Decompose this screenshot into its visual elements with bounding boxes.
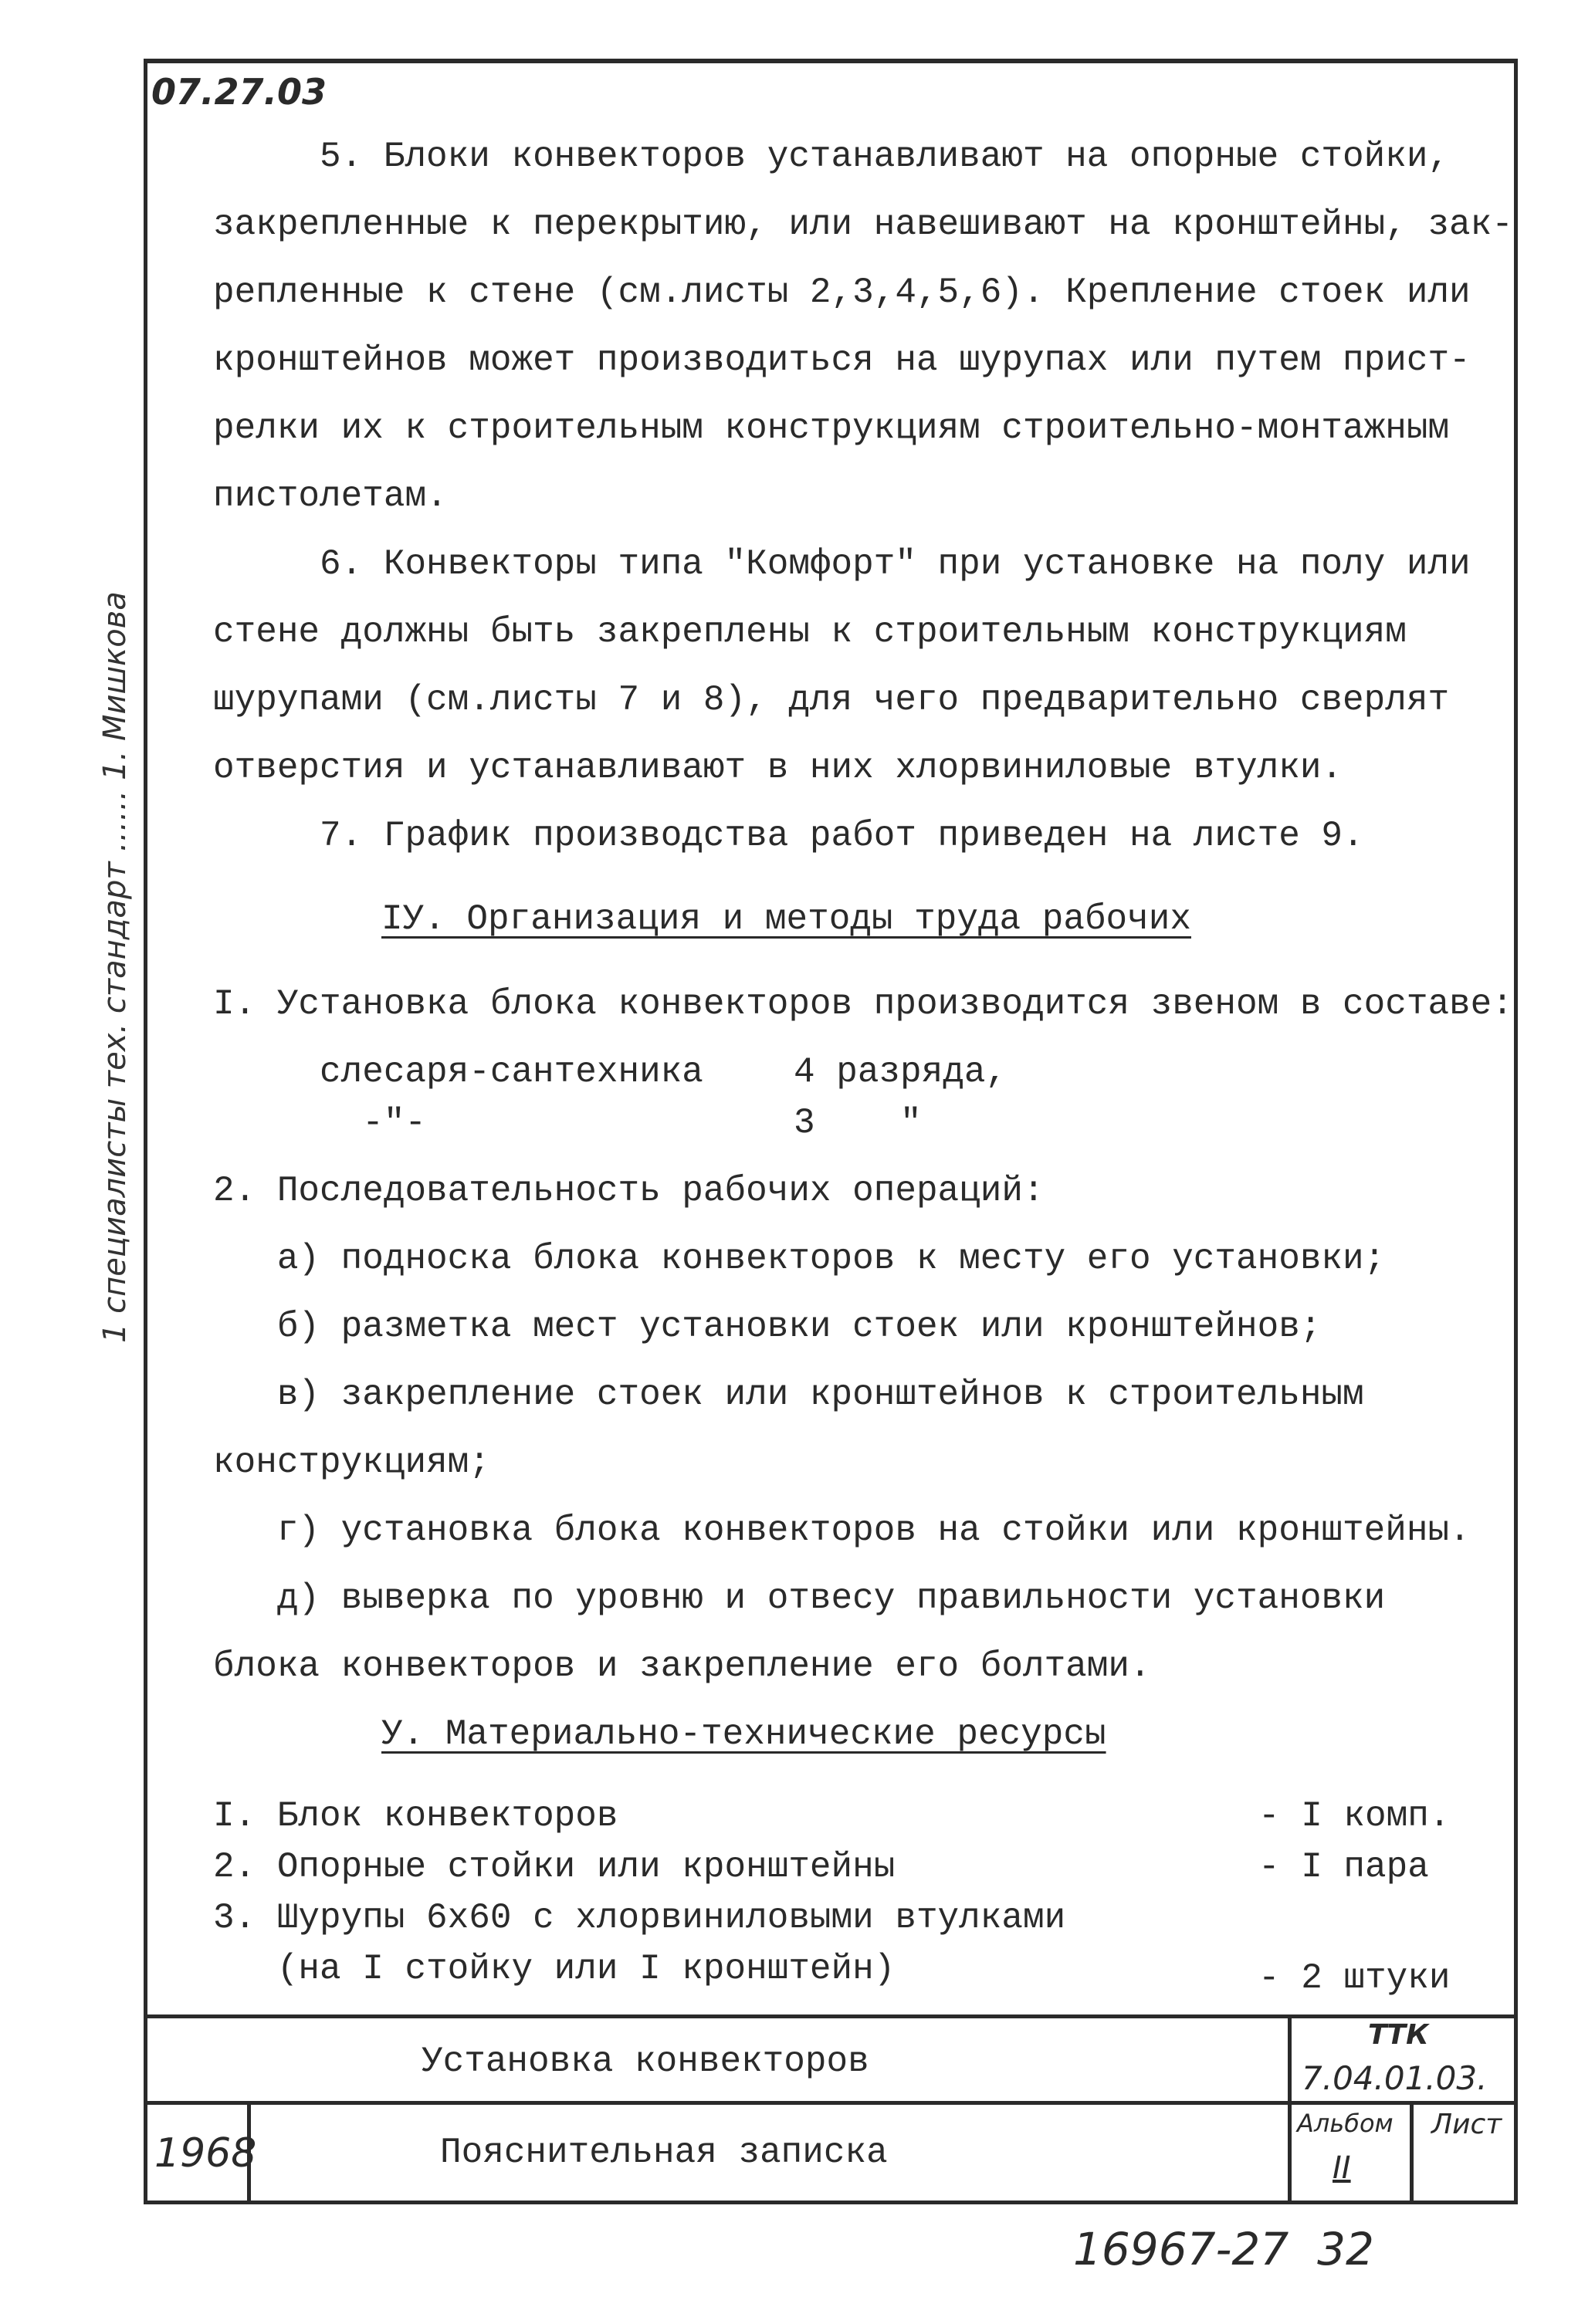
stamp-ttk-label: ТТК xyxy=(1368,2019,1429,2051)
stamp-sheet-label: Лист xyxy=(1431,2109,1502,2140)
resource-qty: - 2 штуки xyxy=(1258,1958,1451,1998)
body-line: пистолетам. xyxy=(213,476,448,516)
stamp-album-label: Альбом xyxy=(1297,2109,1394,2138)
section4-title: IУ. Организация и методы труда рабочих xyxy=(381,899,1191,939)
body-line: кронштейнов может производиться на шурупах или путем прист- xyxy=(213,340,1471,381)
stamp-subtitle: Пояснительная записка xyxy=(440,2133,888,2173)
resource-name: 2. Опорные стойки или кронштейны xyxy=(213,1847,896,1887)
body-line: релки их к строительным конструкциям строительно-монтажным xyxy=(213,408,1450,448)
body-line: 5. Блоки конвекторов устанавливают на опорные стойки, xyxy=(213,137,1450,177)
section4-line1: I. Установка блока конвекторов производится звеном в составе: xyxy=(213,984,1513,1024)
crew-role: слесаря-сантехника xyxy=(320,1052,703,1092)
body-line: 7. График производства работ приведен на листе 9. xyxy=(213,816,1364,856)
stamp-ttk-code: 7.04.01.03. xyxy=(1302,2059,1488,2097)
section4-line2: 2. Последовательность рабочих операций: xyxy=(213,1171,1045,1211)
operation-line: в) закрепление стоек или кронштейнов к строительным xyxy=(213,1375,1364,1415)
operation-line: б) разметка мест установки стоек или кронштейнов; xyxy=(213,1307,1322,1347)
body-line: отверстия и устанавливают в них хлорвиниловые втулки. xyxy=(213,748,1343,788)
body-line: стене должны быть закреплены к строительным конструкциям xyxy=(213,612,1407,652)
title-block xyxy=(144,2014,1518,2204)
body-line: шурупами (см.листы 7 и 8), для чего предварительно сверлят xyxy=(213,680,1450,720)
footer-number: 16967-27 32 xyxy=(1073,2223,1374,2275)
resource-name: 3. Шурупы 6х60 с хлорвиниловыми втулками xyxy=(213,1898,1066,1938)
crew-grade: 3 " xyxy=(794,1103,922,1143)
resource-name: (на I стойку или I кронштейн) xyxy=(213,1949,896,1989)
stamp-title: Установка конвекторов xyxy=(422,2042,869,2082)
operation-line: г) установка блока конвекторов на стойки или кронштейны. xyxy=(213,1510,1471,1551)
operation-line: блока конвекторов и закрепление его болтами. xyxy=(213,1646,1151,1686)
margin-note: 1 специалисты тех. стандарт …… 1. Мишкова xyxy=(97,591,133,1343)
operation-line: д) выверка по уровню и отвесу правильности установки xyxy=(213,1578,1386,1619)
resource-name: I. Блок конвекторов xyxy=(213,1796,618,1836)
resource-qty: - I комп. xyxy=(1258,1796,1451,1836)
operation-line: конструкциям; xyxy=(213,1443,490,1483)
operation-line: а) подноска блока конвекторов к месту его установки; xyxy=(213,1239,1386,1279)
stamp-album-value: II xyxy=(1333,2150,1351,2186)
section5-title: У. Материально-технические ресурсы xyxy=(381,1714,1106,1754)
stamp-year: 1968 xyxy=(154,2130,257,2177)
document-code: 07.27.03 xyxy=(151,71,327,113)
crew-grade: 4 разряда, xyxy=(794,1052,1007,1092)
body-line: 6. Конвекторы типа "Комфорт" при установке на полу или xyxy=(213,544,1471,584)
crew-role: -"- xyxy=(320,1103,427,1143)
resource-qty: - I пара xyxy=(1258,1847,1429,1887)
body-line: репленные к стене (см.листы 2,3,4,5,6). Крепление стоек или xyxy=(213,272,1471,313)
body-line: закрепленные к перекрытию, или навешивают на кронштейны, зак- xyxy=(213,205,1513,245)
